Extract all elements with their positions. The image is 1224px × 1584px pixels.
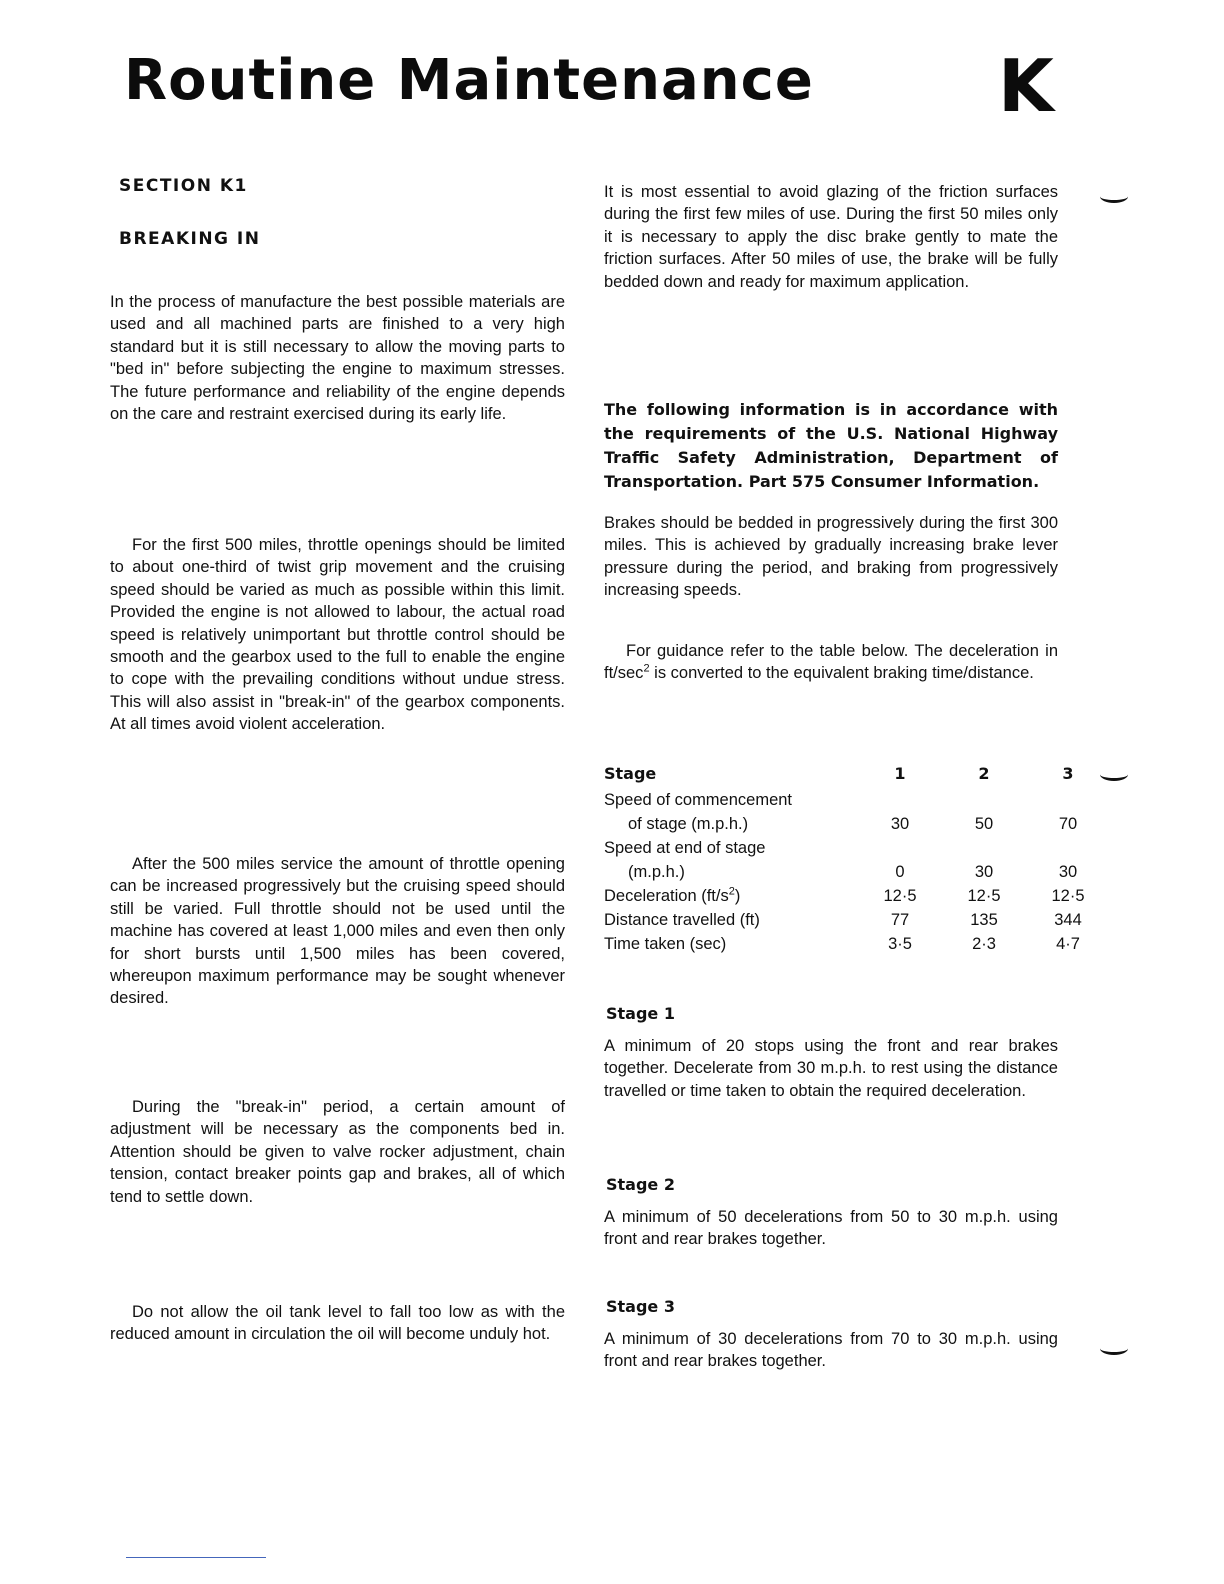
table-cell: 0 [895,863,905,881]
section-letter: K [998,44,1054,128]
table-cell: 3·5 [888,935,912,953]
nhtsa-notice: The following information is in accordance with the requirements of the U.S. National Highway Traffic Safety Administration, Department of Transportation. Part 575 Consumer Information. [604,400,1058,491]
stage-2-text: A minimum of 50 decelerations from 50 to 30 m.p.h. using front and rear brakes together. [604,1208,1058,1249]
paragraph-after-500-miles: After the 500 miles service the amount of throttle opening can be increased progressively but the cruising speed should still be varied. Full throttle should not be used until the machine has covered at least 1,000 miles and even then only for short bursts until 1,500 miles has been covered, whereupon maximum performance may be sought whenever desired. [110,855,565,1008]
row-label: Deceleration $(ft/s^2)$ [604,885,741,905]
margin-mark [1100,768,1128,781]
table-cell: 12·5 [967,887,1001,905]
paragraph-manufacture: In the process of manufacture the best possible materials are used and all machined parts are finished to a very high standard but it is still necessary to allow the moving parts to "bed in" before subjecting the engine to maximum stresses. The future performance and reliability of the engine depends on the care and restraint exercised during its early life. [110,293,565,424]
row-label: Speed of commencement [604,791,793,809]
table-cell: 2·3 [972,935,996,953]
table-header-cell: 3 [1062,763,1074,783]
table-row [604,906,1110,930]
row-label: (m.p.h.) [628,863,685,881]
stage-3-heading: Stage 3 [606,1297,675,1316]
table-cell: 77 [890,911,910,929]
paragraph-glazing: It is most essential to avoid glazing of the friction surfaces during the first few miles of use. During the first 50 miles only it is necessary to apply the disc brake gently to mate the friction surfaces. After 50 miles of use, the brake will be fully bedded down and ready for maximum application. [604,183,1058,291]
table-cell: 12·5 [1051,887,1085,905]
table-row [604,810,1110,834]
table-row [604,882,1110,906]
stage-2-heading: Stage 2 [606,1175,675,1194]
paragraph-guidance: For guidance refer to the table below. The deceleration in $ft/\sec^2$ is converted to the equivalent braking time/distance. [604,642,1058,683]
table-cell: 50 [974,815,994,833]
footer-rule [126,1557,266,1558]
table-cell: 30 [1058,863,1078,881]
table-cell: 135 [970,911,998,929]
page-title: Routine Maintenance [124,48,814,113]
table-row [604,858,1110,882]
paragraph-bedding: Brakes should be bedded in progressively during the first 300 miles. This is achieved by gradually increasing brake lever pressure during the period, and braking from progressively increasing speeds. [604,514,1058,600]
table-cell: 12·5 [883,887,917,905]
table-cell: 4·7 [1056,935,1080,953]
table-row [604,786,1110,810]
row-label: of stage (m.p.h.) [628,815,749,833]
row-label: Speed at end of stage [604,839,766,857]
stage-1-text: A minimum of 20 stops using the front and rear brakes together. Decelerate from 30 m.p.h. to rest using the distance travelled or time taken to obtain the required deceleration. [604,1037,1058,1100]
stage-1-heading: Stage 1 [606,1004,675,1023]
braking-table [604,760,1110,954]
margin-mark [1100,1342,1128,1355]
table-row [604,834,1110,858]
table-header-cell: 2 [978,763,990,783]
margin-mark [1100,190,1128,203]
table-header-cell: 1 [894,763,906,783]
table-row [604,930,1110,954]
table-cell: 30 [890,815,910,833]
section-label: SECTION K1 [119,176,248,196]
paragraph-oil-tank: Do not allow the oil tank level to fall too low as with the reduced amount in circulation the oil will become unduly hot. [110,1303,565,1344]
row-label: Distance travelled (ft) [604,911,760,929]
table-cell: 344 [1054,911,1082,929]
stage-3-text: A minimum of 30 decelerations from 70 to 30 m.p.h. using front and rear brakes together. [604,1330,1058,1371]
table-header-row [604,760,1110,786]
table-cell: 70 [1058,815,1078,833]
section-heading: BREAKING IN [119,229,261,249]
paragraph-first-500-miles: For the first 500 miles, throttle openings should be limited to about one-third of twist grip movement and the cruising speed should be varied as much as possible within this limit. Provided the engine is not allowed to labour, the actual road speed is relatively unimportant but throttle control should be smooth and the gearbox used to the full to enable the engine to cope with the prevailing conditions without undue stress. This will also assist in "break-in" of the gearbox components. At all times avoid violent acceleration. [110,536,565,734]
paragraph-break-in-adjustment: During the "break-in" period, a certain amount of adjustment will be necessary as the components bed in. Attention should be given to valve rocker adjustment, chain tension, contact breaker points gap and brakes, all of which tend to settle down. [110,1098,565,1206]
table-header-cell: Stage [604,763,657,783]
table-cell: 30 [974,863,994,881]
row-label: Time taken (sec) [604,935,727,953]
